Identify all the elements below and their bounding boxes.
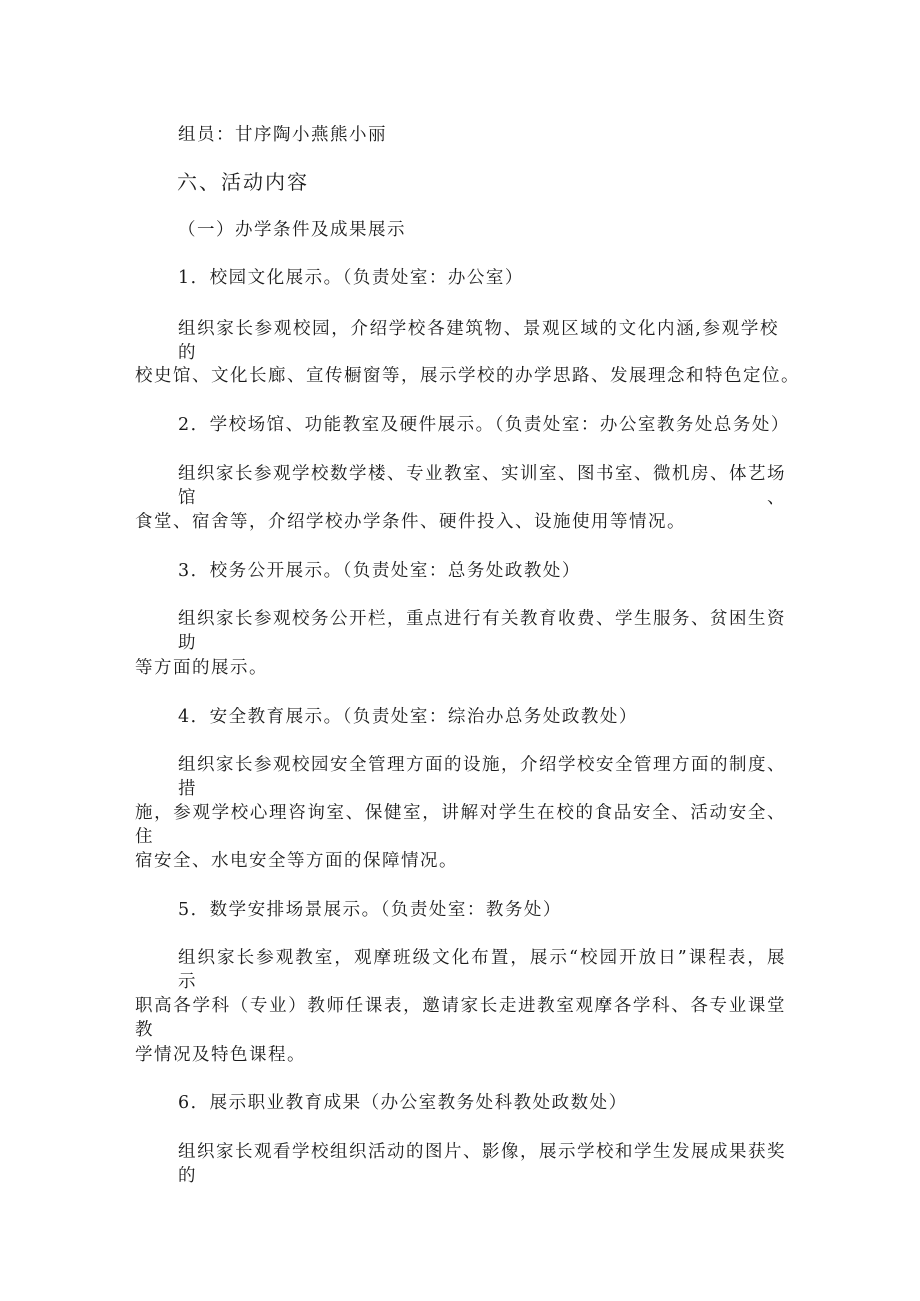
item-2-line-1: 组织家长参观学校数学楼、专业教室、实训室、图书室、微机房、体艺场馆、	[178, 464, 786, 508]
section-title: 六、活动内容	[177, 170, 309, 194]
item-1-line-2: 校史馆、文化长廊、宣传橱窗等，展示学校的办学思路、发展理念和特色定位。	[135, 366, 800, 386]
subsection-title: （一）办学条件及成果展示	[178, 220, 406, 240]
item-4-line-3: 宿安全、水电安全等方面的保障情况。	[135, 851, 458, 871]
item-5-line-2: 职高各学科（专业）教师任课表，邀请家长走进教室观摩各学科、各专业课堂教	[135, 996, 786, 1040]
item-4-line-1: 组织家长参观校园安全管理方面的设施，介绍学校安全管理方面的制度、措	[178, 755, 786, 799]
item-4-line-2: 施，参观学校心理咨询室、保健室，讲解对学生在校的食品安全、活动安全、住	[135, 803, 786, 847]
members-line: 组员：甘序陶小燕熊小丽	[178, 125, 387, 145]
item-5-heading: 5．数学安排场景展示。（负责处室：教务处）	[178, 900, 562, 920]
item-6-heading: 6．展示职业教育成果（办公室教务处科教处政数处）	[178, 1093, 628, 1113]
item-1-heading: 1．校园文化展示。（负责处室：办公室）	[178, 268, 524, 288]
item-5-line-3: 学情况及特色课程。	[135, 1045, 306, 1065]
item-6-line-1: 组织家长观看学校组织活动的图片、影像，展示学校和学生发展成果获奖的	[178, 1142, 786, 1186]
item-5-line-1: 组织家长参观教室，观摩班级文化布置，展示“校园开放日”课程表，展示	[178, 948, 786, 992]
item-3-line-2: 等方面的展示。	[135, 658, 268, 678]
item-2-heading: 2．学校场馆、功能教室及硬件展示。（负责处室：办公室教务处总务处）	[178, 415, 790, 435]
item-3-line-1: 组织家长参观校务公开栏，重点进行有关教育收费、学生服务、贫困生资助	[178, 609, 786, 653]
item-1-line-1: 组织家长参观校园，介绍学校各建筑物、景观区域的文化内涵,参观学校的	[178, 319, 779, 363]
item-3-heading: 3．校务公开展示。（负责处室：总务处政教处）	[178, 561, 581, 581]
item-2-line-2: 食堂、宿舍等，介绍学校办学条件、硬件投入、设施使用等情况。	[135, 512, 686, 532]
item-4-heading: 4．安全教育展示。（负责处室：综治办总务处政教处）	[178, 707, 638, 727]
